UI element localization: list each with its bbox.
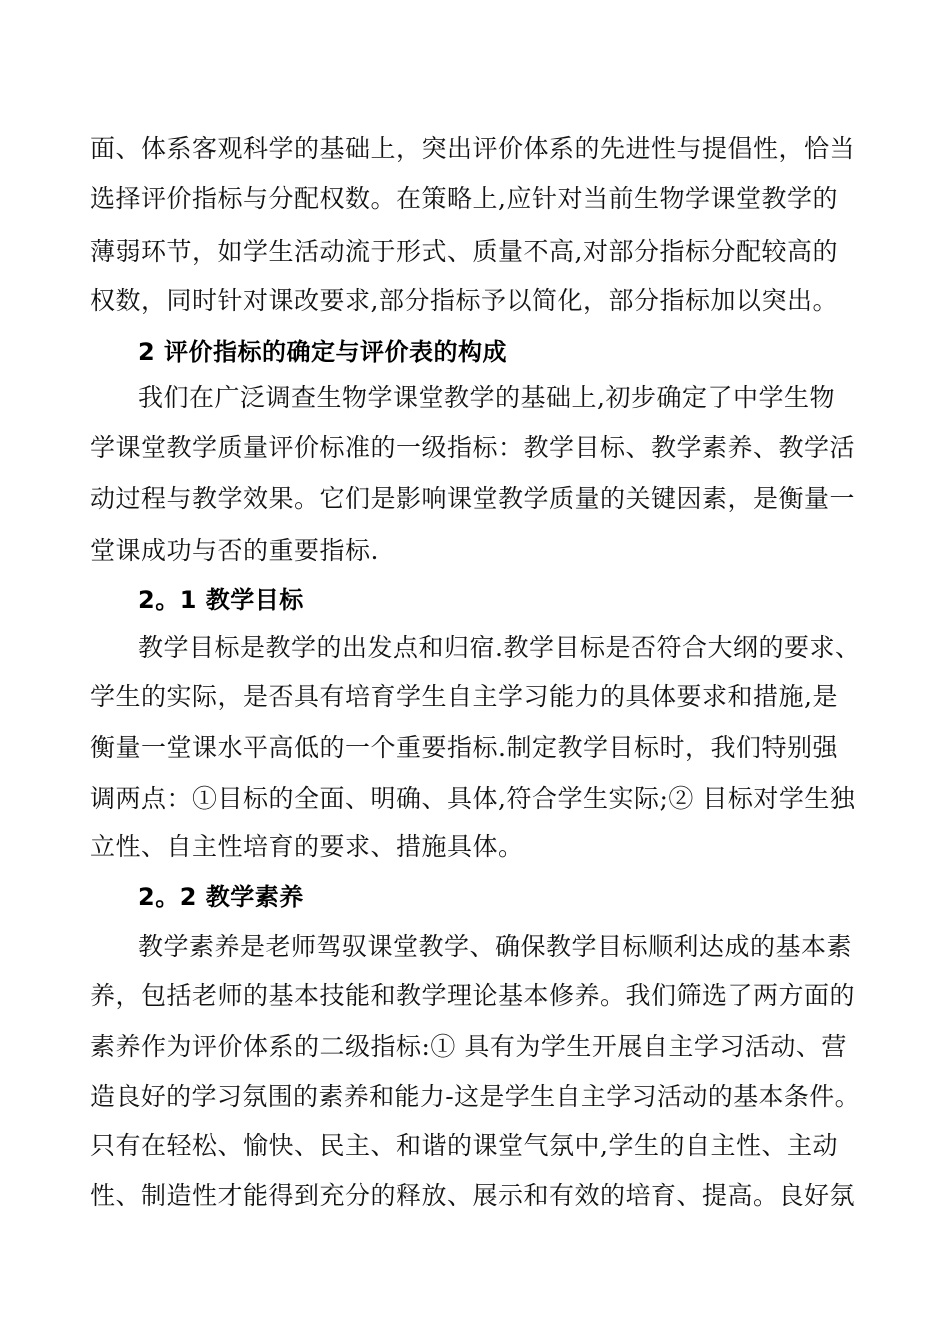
paragraph-2-line-2: 学课堂教学质量评价标准的一级指标：教学目标、教学素养、教学活 <box>90 433 856 462</box>
paragraph-2-line-4: 堂课成功与否的重要指标. <box>90 536 379 565</box>
section-heading-2: 2 评价指标的确定与评价表的构成 <box>138 338 508 366</box>
paragraph-4-line-1: 教学素养是老师驾驭课堂教学、确保教学目标顺利达成的基本素 <box>138 932 853 961</box>
section-heading-2-2: 2。2 教学素养 <box>138 883 304 911</box>
paragraph-3-line-5: 立性、自主性培育的要求、措施具体。 <box>90 832 524 861</box>
paragraph-3-line-1: 教学目标是教学的出发点和归宿.教学目标是否符合大纲的要求、 <box>138 633 861 662</box>
paragraph-1-line-2: 选择评价指标与分配权数。在策略上,应针对当前生物学课堂教学的 <box>90 184 838 213</box>
paragraph-3-line-3: 衡量一堂课水平高低的一个重要指标.制定教学目标时，我们特别强 <box>90 733 838 762</box>
paragraph-3-line-4: 调两点：①目标的全面、明确、具体,符合学生实际;② 目标对学生独 <box>90 784 856 813</box>
paragraph-2-line-1: 我们在广泛调查生物学课堂教学的基础上,初步确定了中学生物 <box>138 383 835 412</box>
paragraph-1-line-3: 薄弱环节，如学生活动流于形式、质量不高,对部分指标分配较高的 <box>90 237 838 266</box>
paragraph-4-line-5: 只有在轻松、愉快、民主、和谐的课堂气氛中,学生的自主性、主动 <box>90 1131 838 1160</box>
section-heading-2-1: 2。1 教学目标 <box>138 586 304 614</box>
paragraph-1-line-1: 面、体系客观科学的基础上，突出评价体系的先进性与提倡性，恰当 <box>90 134 856 163</box>
paragraph-4-line-4: 造良好的学习氛围的素养和能力-这是学生自主学习活动的基本条件。 <box>90 1082 860 1111</box>
paragraph-2-line-3: 动过程与教学效果。它们是影响课堂教学质量的关键因素，是衡量一 <box>90 484 856 513</box>
paragraph-1-line-4: 权数，同时针对课改要求,部分指标予以简化，部分指标加以突出。 <box>90 286 838 315</box>
paragraph-4-line-2: 养，包括老师的基本技能和教学理论基本修养。我们筛选了两方面的 <box>90 981 856 1010</box>
paragraph-3-line-2: 学生的实际，是否具有培育学生自主学习能力的具体要求和措施,是 <box>90 682 838 711</box>
paragraph-4-line-6: 性、制造性才能得到充分的释放、展示和有效的培育、提高。良好氛 <box>90 1181 856 1210</box>
paragraph-4-line-3: 素养作为评价体系的二级指标:① 具有为学生开展自主学习活动、营 <box>90 1032 847 1061</box>
